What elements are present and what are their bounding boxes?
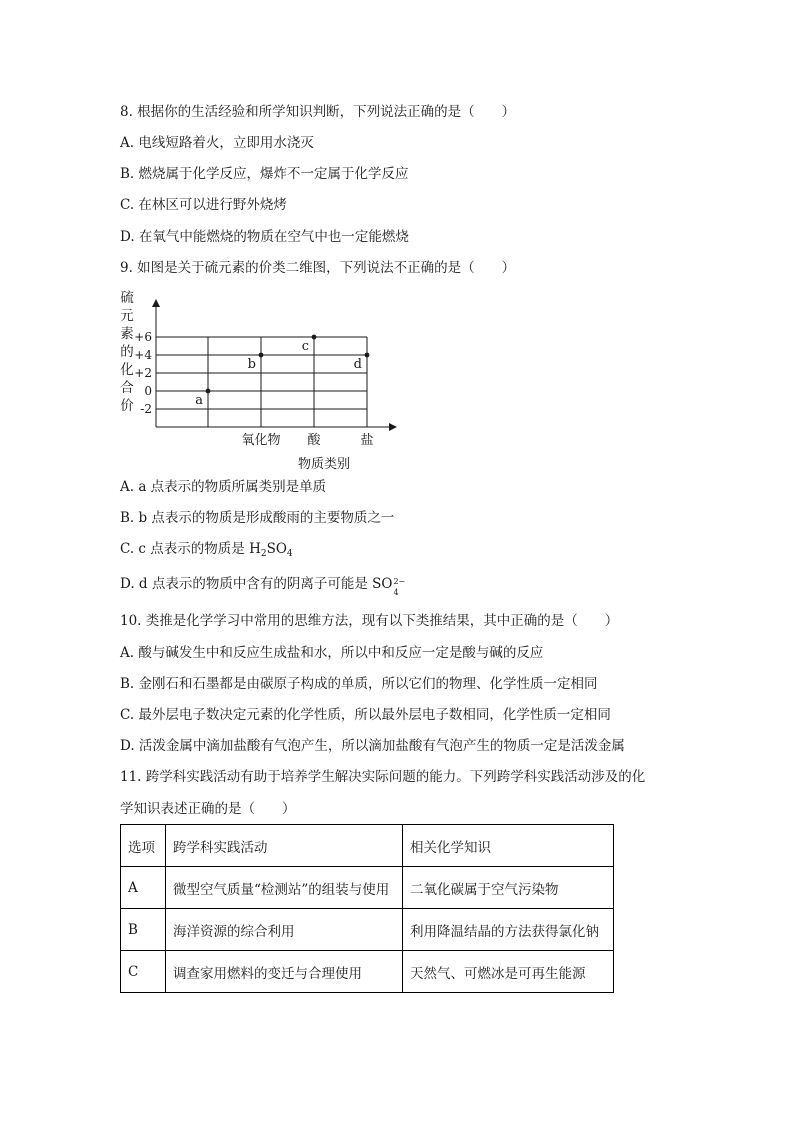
y-tick-label: +2 xyxy=(134,366,152,380)
y-tick-label: +6 xyxy=(134,330,152,344)
q9-option-c-sub1: 2 xyxy=(260,549,267,559)
table-header-row xyxy=(121,825,614,867)
x-category-label: 酸 xyxy=(307,433,321,448)
q9-option-d-sub: 4 xyxy=(393,588,399,597)
y-tick-label: 0 xyxy=(144,384,152,398)
y-axis-label-char: 元 xyxy=(120,308,134,324)
table-row xyxy=(121,951,614,993)
q9-option-d xyxy=(120,575,406,597)
table-row xyxy=(121,867,614,909)
q10-option-c: C. 最外层电子数决定元素的化学性质，所以最外层电子数相同，化学性质一定相同 xyxy=(120,707,611,723)
q9-stem: 9. 如图是关于硫元素的价类二维图，下列说法不正确的是（ ） xyxy=(120,260,516,276)
point-label-b: b xyxy=(247,357,256,372)
q10-option-a: A. 酸与碱发生中和反应生成盐和水，所以中和反应一定是酸与碱的反应 xyxy=(120,645,544,661)
table-cell: B xyxy=(121,909,166,951)
table-cell: 二氧化碳属于空气污染物 xyxy=(403,867,614,909)
q9-option-b: B. b 点表示的物质是形成酸雨的主要物质之一 xyxy=(120,510,395,526)
q10-stem: 10. 类推是化学学习中常用的思维方法，现有以下类推结果，其中正确的是（ ） xyxy=(120,613,619,629)
q10-option-b: B. 金刚石和石墨都是由碳原子构成的单质，所以它们的物理、化学性质一定相同 xyxy=(120,676,598,692)
table-cell: 利用降温结晶的方法获得氯化钠 xyxy=(403,909,614,951)
q10-option-d: D. 活泼金属中滴加盐酸有气泡产生，所以滴加盐酸有气泡产生的物质一定是活泼金属 xyxy=(120,738,625,754)
q9-option-d-prefix: D. d 点表示的物质中含有的阴离子可能是 SO xyxy=(120,576,393,592)
data-points xyxy=(195,335,369,408)
q8-option-d: D. 在氧气中能燃烧的物质在空气中也一定能燃烧 xyxy=(120,229,409,245)
table-header-cell: 相关化学知识 xyxy=(403,825,614,867)
q9-option-c xyxy=(120,540,293,563)
q11-table xyxy=(120,824,614,993)
table-cell: A xyxy=(121,867,166,909)
table-header-cell: 跨学科实践活动 xyxy=(166,825,403,867)
q8-option-a: A. 电线短路着火，立即用水浇灭 xyxy=(120,135,314,151)
y-axis-label-char: 化 xyxy=(120,362,134,378)
chart-grid xyxy=(156,337,367,427)
point-label-a: a xyxy=(195,393,203,408)
q11-stem-line2: 学知识表述正确的是（ ） xyxy=(120,801,296,817)
point-d xyxy=(365,353,370,358)
q8-option-c: C. 在林区可以进行野外烧烤 xyxy=(120,197,287,213)
valence-class-chart xyxy=(112,284,412,474)
x-axis-label: 物质类别 xyxy=(297,457,351,472)
q9-option-c-mid: SO xyxy=(266,541,287,557)
table-cell: 海洋资源的综合利用 xyxy=(166,909,403,951)
y-axis-label-char: 价 xyxy=(120,398,134,414)
table-cell: C xyxy=(121,951,166,993)
point-b xyxy=(259,353,264,358)
y-axis-label-char: 硫 xyxy=(120,290,134,306)
point-label-c: c xyxy=(301,339,309,354)
y-axis-label-char: 合 xyxy=(120,380,134,396)
x-category-labels xyxy=(241,432,373,448)
q9-option-a: A. a 点表示的物质所属类别是单质 xyxy=(120,479,327,495)
y-tick-label: +4 xyxy=(134,348,152,362)
q9-option-d-charge xyxy=(392,575,406,597)
y-axis-label xyxy=(120,290,134,414)
table-cell: 微型空气质量“检测站”的组装与使用 xyxy=(166,867,403,909)
q9-option-d-sup: 2− xyxy=(393,577,406,586)
q8-stem: 8. 根据你的生活经验和所学知识判断，下列说法正确的是（ ） xyxy=(120,104,516,120)
point-label-d: d xyxy=(353,357,362,372)
q9-option-c-prefix: C. c 点表示的物质是 H xyxy=(120,541,261,557)
table-row xyxy=(121,909,614,951)
y-tick-label: -2 xyxy=(140,402,152,416)
table-header-cell: 选项 xyxy=(121,825,166,867)
y-tick-labels xyxy=(134,330,152,416)
point-a xyxy=(206,389,211,394)
point-c xyxy=(312,335,317,340)
table-cell: 天然气、可燃冰是可再生能源 xyxy=(403,951,614,993)
q9-option-c-sub2: 4 xyxy=(286,549,293,559)
table-cell: 调查家用燃料的变迁与合理使用 xyxy=(166,951,403,993)
y-axis-label-char: 素 xyxy=(120,326,134,342)
q8-option-b: B. 燃烧属于化学反应，爆炸不一定属于化学反应 xyxy=(120,166,409,182)
x-category-label: 氧化物 xyxy=(241,433,281,448)
y-axis-label-char: 的 xyxy=(120,344,134,360)
x-category-label: 盐 xyxy=(360,433,374,448)
q11-stem-line1: 11. 跨学科实践活动有助于培养学生解决实际问题的能力。下列跨学科实践活动涉及的化 xyxy=(120,769,646,785)
